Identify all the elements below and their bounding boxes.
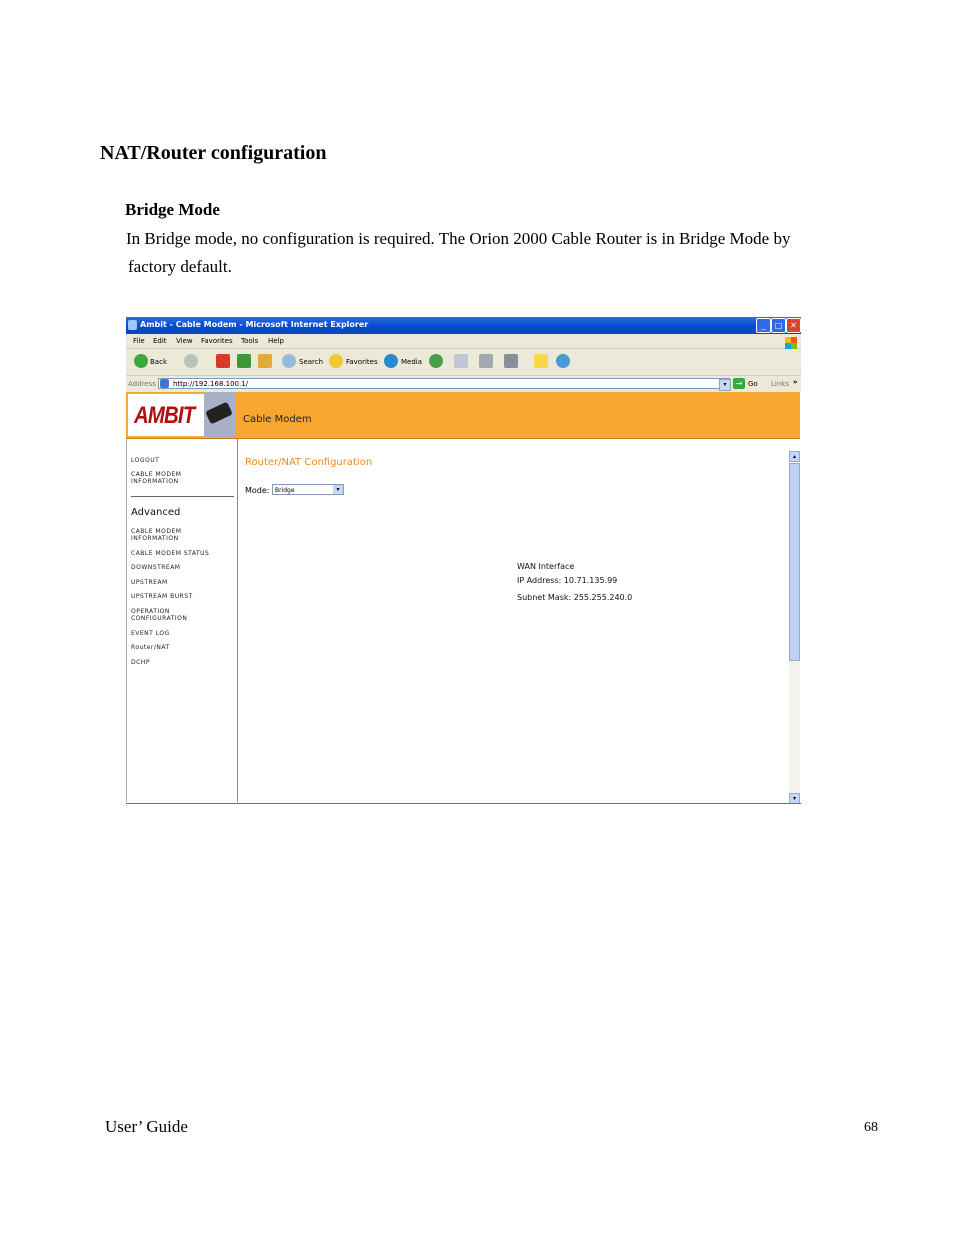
- nav-section-advanced: Advanced: [131, 507, 181, 518]
- page-icon: [160, 379, 169, 388]
- ambit-logo: [128, 394, 204, 436]
- chevron-down-icon[interactable]: ▾: [719, 379, 731, 391]
- back-label[interactable]: Back: [150, 358, 167, 366]
- chevron-down-icon[interactable]: ▾: [333, 485, 343, 494]
- ie-icon: [128, 320, 137, 330]
- logo-text: AMBIT: [134, 402, 195, 429]
- stop-icon[interactable]: [216, 354, 230, 368]
- banner: [126, 392, 800, 439]
- nav-upstream-burst[interactable]: UPSTREAM BURST: [131, 593, 193, 600]
- mode-value: Bridge: [275, 487, 295, 494]
- nav-dchp[interactable]: DCHP: [131, 659, 150, 666]
- favorites-icon[interactable]: [329, 354, 343, 368]
- nav-adv-cable-modem-information[interactable]: CABLE MODEM INFORMATION: [131, 528, 182, 542]
- scroll-down-icon[interactable]: ▾: [789, 793, 800, 804]
- go-arrow-icon[interactable]: →: [733, 378, 745, 389]
- paragraph-line: factory default.: [128, 257, 232, 276]
- section-heading: NAT/Router configuration: [100, 142, 327, 164]
- menu-file[interactable]: File: [133, 337, 145, 345]
- edit-icon[interactable]: [504, 354, 518, 368]
- menu-edit[interactable]: Edit: [153, 337, 167, 345]
- refresh-icon[interactable]: [237, 354, 251, 368]
- forward-icon[interactable]: [184, 354, 198, 368]
- links-label[interactable]: Links: [771, 380, 789, 388]
- nav-operation-configuration[interactable]: OPERATION CONFIGURATION: [131, 608, 188, 622]
- sidebar: [126, 439, 238, 802]
- chevron-right-icon[interactable]: »: [793, 378, 798, 386]
- go-button[interactable]: Go: [748, 380, 758, 388]
- divider: [131, 496, 234, 497]
- wan-subnet-mask: Subnet Mask: 255.255.240.0: [517, 593, 633, 602]
- windows-logo-icon: [785, 337, 797, 349]
- mode-label: Mode:: [245, 486, 270, 495]
- nav-cable-modem-information[interactable]: CABLE MODEM INFORMATION: [131, 471, 182, 485]
- close-button[interactable]: ✕: [786, 318, 801, 333]
- footer-guide-label: User’ Guide: [105, 1117, 188, 1136]
- search-label[interactable]: Search: [299, 358, 324, 366]
- status-line: [126, 803, 801, 804]
- nav-event-log[interactable]: EVENT LOG: [131, 630, 170, 637]
- maximize-button[interactable]: □: [771, 318, 786, 333]
- nav-router-nat[interactable]: Router/NAT: [131, 644, 170, 651]
- nav-cable-modem-status[interactable]: CABLE MODEM STATUS: [131, 550, 210, 557]
- address-label: Address: [128, 380, 156, 388]
- minimize-button[interactable]: _: [756, 318, 771, 333]
- paragraph-line: In Bridge mode, no configuration is required. The Orion 2000 Cable Router is in Bridge Mode by: [126, 229, 791, 248]
- modem-image: [204, 392, 236, 438]
- back-icon[interactable]: [134, 354, 148, 368]
- scroll-up-icon[interactable]: ▴: [789, 451, 800, 462]
- wan-ip-address: IP Address: 10.71.135.99: [517, 576, 618, 585]
- title-bar: [126, 317, 801, 334]
- window-title: Ambit - Cable Modem - Microsoft Internet Explorer: [140, 320, 369, 329]
- messenger-icon[interactable]: [556, 354, 570, 368]
- media-icon[interactable]: [384, 354, 398, 368]
- menu-favorites[interactable]: Favorites: [201, 337, 233, 345]
- modem-device-icon: [205, 402, 233, 425]
- scroll-thumb[interactable]: [789, 463, 800, 661]
- favorites-label[interactable]: Favorites: [346, 358, 378, 366]
- menu-view[interactable]: View: [176, 337, 193, 345]
- print-icon[interactable]: [479, 354, 493, 368]
- nav-logout[interactable]: LOGOUT: [131, 457, 160, 464]
- nav-upstream[interactable]: UPSTREAM: [131, 579, 168, 586]
- history-icon[interactable]: [429, 354, 443, 368]
- discuss-icon[interactable]: [534, 354, 548, 368]
- menu-help[interactable]: Help: [268, 337, 284, 345]
- scrollbar[interactable]: [789, 451, 800, 804]
- banner-title: Cable Modem: [243, 414, 312, 425]
- home-icon[interactable]: [258, 354, 272, 368]
- address-input[interactable]: http://192.168.100.1/: [158, 378, 730, 389]
- browser-screenshot: [126, 317, 801, 804]
- nav-downstream[interactable]: DOWNSTREAM: [131, 564, 181, 571]
- web-page: [126, 392, 801, 804]
- wan-title: WAN Interface: [517, 562, 575, 571]
- mail-icon[interactable]: [454, 354, 468, 368]
- media-label[interactable]: Media: [401, 358, 423, 366]
- address-bar: [126, 375, 801, 392]
- menu-bar: [126, 334, 801, 349]
- toolbar: [126, 349, 801, 375]
- content-title: Router/NAT Configuration: [245, 457, 373, 468]
- menu-tools[interactable]: Tools: [241, 337, 259, 345]
- subsection-heading: Bridge Mode: [125, 200, 220, 219]
- mode-select[interactable]: [272, 484, 344, 495]
- footer-page-number: 68: [864, 1120, 878, 1135]
- search-icon[interactable]: [282, 354, 296, 368]
